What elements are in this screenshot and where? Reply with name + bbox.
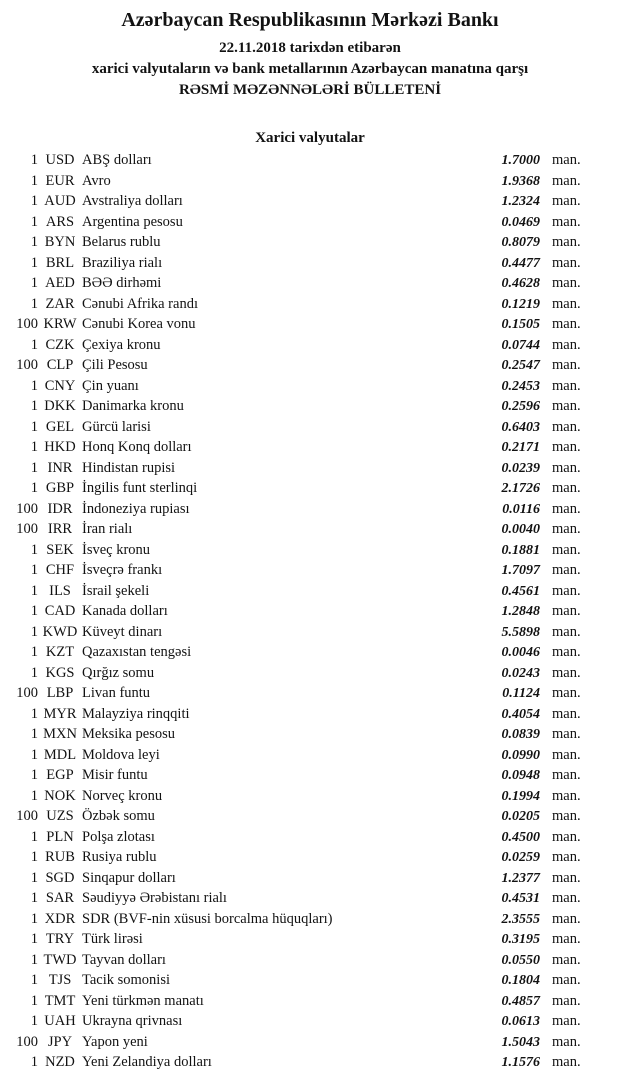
row-currency-name: Polşa zlotası — [82, 828, 155, 845]
row-unit: man. — [552, 336, 581, 353]
row-unit: man. — [552, 931, 581, 947]
row-quantity: 1 — [30, 398, 38, 414]
row-currency-name: BƏƏ dirhəmi — [82, 275, 162, 291]
table-row — [0, 1032, 600, 1053]
table-row — [0, 765, 600, 786]
table-row — [0, 724, 600, 745]
row-quantity: 1 — [30, 213, 38, 230]
row-currency-code: TRY — [45, 931, 75, 947]
row-currency-name: Kanada dolları — [82, 603, 168, 619]
table-row — [0, 540, 600, 561]
row-currency-name: Cənubi Afrika randı — [82, 295, 198, 312]
row-quantity: 1 — [30, 623, 38, 640]
row-unit: man. — [552, 357, 581, 373]
row-rate: 0.0040 — [501, 522, 540, 537]
row-currency-code: MYR — [43, 705, 77, 722]
row-currency-code: USD — [45, 152, 75, 168]
bulletin-header — [0, 8, 620, 101]
row-unit: man. — [552, 890, 581, 906]
row-quantity: 1 — [30, 849, 38, 865]
table-row — [0, 376, 600, 397]
row-unit: man. — [552, 193, 581, 209]
row-currency-code: KZT — [45, 644, 75, 660]
table-row — [0, 847, 600, 868]
row-currency-code: KWD — [42, 623, 78, 640]
row-rate: 0.0744 — [501, 337, 540, 353]
row-unit: man. — [552, 869, 581, 886]
row-currency-code: IRR — [47, 521, 73, 537]
row-currency-name: Qazaxıstan tengəsi — [82, 644, 192, 660]
row-currency-name: İsrail şekeli — [82, 582, 150, 599]
row-unit: man. — [552, 726, 581, 742]
row-unit: man. — [552, 521, 581, 537]
row-currency-code: SGD — [45, 869, 75, 886]
table-row — [0, 1011, 600, 1032]
row-rate: 0.0116 — [502, 501, 540, 517]
row-unit: man. — [552, 746, 581, 763]
row-rate: 0.4500 — [501, 829, 540, 845]
row-currency-name: Sinqapur dolları — [82, 869, 176, 886]
row-currency-name: Avstraliya dolları — [82, 193, 183, 209]
table-row — [0, 970, 600, 991]
row-rate: 0.0243 — [501, 665, 540, 681]
table-row — [0, 827, 600, 848]
row-quantity: 1 — [30, 828, 38, 845]
row-rate: 0.4531 — [501, 891, 540, 906]
row-quantity: 1 — [30, 336, 38, 353]
row-unit: man. — [552, 418, 581, 435]
row-currency-code: LBP — [46, 685, 74, 701]
row-unit: man. — [552, 480, 581, 496]
row-rate: 0.8079 — [501, 235, 540, 250]
table-row — [0, 560, 600, 581]
table-row — [0, 622, 600, 643]
row-currency-code: JPY — [47, 1033, 73, 1050]
row-rate: 0.0205 — [501, 809, 540, 824]
table-row — [0, 273, 600, 294]
table-row — [0, 417, 600, 438]
row-currency-code: NOK — [44, 787, 76, 804]
row-quantity: 1 — [30, 746, 38, 763]
row-currency-code: TMT — [44, 992, 76, 1009]
row-quantity: 1 — [30, 541, 38, 558]
row-currency-name: İsveç kronu — [82, 541, 151, 558]
table-row — [0, 355, 600, 376]
row-quantity: 100 — [16, 357, 38, 373]
table-row — [0, 704, 600, 725]
row-currency-code: IDR — [47, 500, 73, 517]
row-rate: 0.0239 — [501, 460, 540, 476]
row-currency-code: MDL — [43, 746, 77, 763]
table-row — [0, 806, 600, 827]
table-row — [0, 950, 600, 971]
row-unit: man. — [552, 787, 581, 804]
row-currency-code: SEK — [46, 541, 74, 558]
row-currency-code: DKK — [44, 398, 76, 414]
table-row — [0, 478, 600, 499]
row-rate: 2.1726 — [501, 481, 540, 496]
row-unit: man. — [552, 767, 581, 783]
row-currency-code: CZK — [45, 336, 75, 353]
row-quantity: 1 — [30, 562, 38, 578]
row-rate: 0.1804 — [501, 973, 540, 988]
row-rate: 0.1219 — [501, 296, 540, 312]
row-rate: 1.2377 — [501, 870, 540, 886]
row-quantity: 100 — [16, 685, 38, 701]
row-unit: man. — [552, 623, 581, 640]
table-row — [0, 581, 600, 602]
row-currency-code: EGP — [46, 767, 74, 783]
row-rate: 1.7097 — [501, 563, 540, 578]
table-row — [0, 150, 600, 171]
row-quantity: 1 — [30, 254, 38, 271]
row-quantity: 1 — [30, 931, 38, 947]
row-currency-code: HKD — [44, 439, 76, 455]
row-currency-name: Moldova leyi — [82, 746, 160, 763]
row-currency-code: UAH — [44, 1013, 76, 1029]
row-currency-code: KRW — [43, 316, 77, 332]
row-currency-code: TJS — [48, 972, 72, 988]
row-unit: man. — [552, 1013, 581, 1029]
row-rate: 1.7000 — [501, 153, 540, 168]
row-rate: 2.3555 — [501, 911, 540, 927]
row-currency-name: Avro — [82, 172, 111, 189]
row-quantity: 100 — [16, 1033, 38, 1050]
row-quantity: 1 — [30, 705, 38, 722]
row-currency-code: MXN — [43, 726, 77, 742]
row-quantity: 100 — [16, 316, 38, 332]
effective-date-line: 22.11.2018 tarixdən etibarən — [219, 40, 401, 56]
row-currency-name: Səudiyyə Ərəbistanı rialı — [82, 890, 227, 906]
row-unit: man. — [552, 439, 581, 455]
row-rate: 1.2848 — [501, 604, 540, 619]
row-rate: 0.1994 — [501, 788, 540, 804]
row-unit: man. — [552, 1054, 581, 1070]
row-rate: 1.1576 — [501, 1055, 540, 1070]
row-quantity: 100 — [16, 808, 38, 824]
row-unit: man. — [552, 972, 581, 988]
row-currency-code: CAD — [44, 603, 76, 619]
row-currency-name: Malayziya rinqqiti — [82, 705, 190, 722]
bulletin-title: RƏSMİ MƏZƏNNƏLƏRİ BÜLLETENİ — [178, 82, 442, 98]
row-currency-code: CNY — [44, 377, 76, 394]
row-rate: 0.2171 — [501, 440, 540, 455]
table-row — [0, 294, 600, 315]
row-quantity: 1 — [30, 480, 38, 496]
row-unit: man. — [552, 951, 581, 968]
table-row — [0, 601, 600, 622]
row-currency-name: Türk lirəsi — [82, 931, 143, 947]
row-currency-code: AUD — [44, 193, 76, 209]
table-row — [0, 232, 600, 253]
row-currency-name: Honq Konq dolları — [82, 439, 192, 455]
row-rate: 0.1881 — [501, 542, 540, 558]
row-quantity: 1 — [30, 377, 38, 394]
row-unit: man. — [552, 562, 581, 578]
row-quantity: 1 — [30, 951, 38, 968]
row-currency-name: İran rialı — [82, 521, 133, 537]
row-quantity: 1 — [30, 152, 38, 168]
row-rate: 0.2547 — [501, 358, 540, 373]
row-rate: 0.2453 — [501, 378, 540, 394]
row-currency-code: AED — [45, 275, 75, 291]
row-currency-code: CHF — [45, 562, 75, 578]
table-row — [0, 909, 600, 930]
row-currency-name: Yeni türkmən manatı — [82, 992, 204, 1009]
row-currency-code: ZAR — [45, 295, 75, 312]
row-unit: man. — [552, 377, 581, 394]
table-row — [0, 888, 600, 909]
row-currency-name: Norveç kronu — [82, 787, 163, 804]
table-row — [0, 929, 600, 950]
row-rate: 0.1124 — [502, 686, 540, 701]
row-unit: man. — [552, 582, 581, 599]
table-row — [0, 437, 600, 458]
row-rate: 0.4628 — [501, 276, 540, 291]
row-currency-name: Çexiya kronu — [82, 336, 161, 353]
row-quantity: 1 — [30, 582, 38, 599]
row-rate: 0.4857 — [501, 993, 540, 1009]
currency-rates-table — [0, 150, 600, 1073]
row-currency-name: Argentina pesosu — [82, 213, 183, 230]
row-unit: man. — [552, 459, 581, 476]
row-currency-name: İngilis funt sterlinqi — [82, 480, 198, 496]
row-rate: 0.0046 — [501, 645, 540, 660]
table-row — [0, 991, 600, 1012]
section-title-foreign-currencies: Xarici valyutalar — [255, 130, 365, 146]
row-rate: 1.9368 — [501, 173, 540, 189]
row-unit: man. — [552, 910, 581, 927]
row-quantity: 1 — [30, 234, 38, 250]
row-currency-name: Çili Pesosu — [82, 357, 148, 373]
row-quantity: 1 — [30, 295, 38, 312]
row-rate: 0.3195 — [501, 932, 540, 947]
row-unit: man. — [552, 828, 581, 845]
table-row — [0, 683, 600, 704]
row-rate: 1.2324 — [501, 194, 540, 209]
row-unit: man. — [552, 644, 581, 660]
row-unit: man. — [552, 275, 581, 291]
row-rate: 0.0550 — [501, 952, 540, 968]
row-quantity: 1 — [30, 418, 38, 435]
row-currency-code: INR — [47, 459, 73, 476]
row-currency-name: Danimarka kronu — [82, 398, 184, 414]
table-row — [0, 663, 600, 684]
table-row — [0, 396, 600, 417]
row-unit: man. — [552, 254, 581, 271]
row-currency-code: PLN — [46, 828, 74, 845]
row-rate: 0.0948 — [501, 768, 540, 783]
row-currency-name: ABŞ dolları — [82, 152, 152, 168]
row-quantity: 100 — [16, 521, 38, 537]
row-unit: man. — [552, 603, 581, 619]
table-row — [0, 868, 600, 889]
row-currency-code: NZD — [45, 1054, 75, 1070]
row-rate: 0.0839 — [501, 727, 540, 742]
row-rate: 0.0259 — [501, 850, 540, 865]
row-currency-name: Özbək somu — [82, 808, 155, 824]
row-unit: man. — [552, 295, 581, 312]
row-quantity: 1 — [30, 890, 38, 906]
row-rate: 0.1505 — [501, 317, 540, 332]
row-currency-name: SDR (BVF-nin xüsusi borcalma hüquqları) — [82, 910, 333, 927]
row-quantity: 1 — [30, 603, 38, 619]
row-unit: man. — [552, 152, 581, 168]
row-currency-name: Qırğız somu — [82, 664, 155, 681]
table-row — [0, 786, 600, 807]
row-rate: 0.0469 — [501, 214, 540, 230]
row-rate: 5.5898 — [501, 624, 540, 640]
row-quantity: 1 — [30, 664, 38, 681]
row-unit: man. — [552, 992, 581, 1009]
row-currency-code: CLP — [46, 357, 74, 373]
table-row — [0, 314, 600, 335]
row-currency-name: Rusiya rublu — [82, 849, 157, 865]
row-currency-code: BRL — [45, 254, 75, 271]
row-currency-name: Belarus rublu — [82, 234, 161, 250]
row-rate: 0.4561 — [501, 583, 540, 599]
row-unit: man. — [552, 808, 581, 824]
row-currency-name: Yapon yeni — [82, 1033, 148, 1050]
row-quantity: 1 — [30, 767, 38, 783]
row-currency-name: Hindistan rupisi — [82, 459, 176, 476]
description-line: xarici valyutaların və bank metallarının Azərbaycan manatına qarşı — [91, 61, 529, 77]
row-currency-name: Küveyt dinarı — [82, 623, 163, 640]
row-unit: man. — [552, 1033, 581, 1050]
row-unit: man. — [552, 500, 581, 517]
table-row — [0, 335, 600, 356]
row-unit: man. — [552, 234, 581, 250]
row-rate: 0.0613 — [501, 1014, 540, 1029]
row-currency-name: Tacik somonisi — [82, 972, 170, 988]
row-quantity: 1 — [30, 726, 38, 742]
row-currency-name: İsveçrə frankı — [82, 562, 163, 578]
row-currency-name: Livan funtu — [82, 685, 151, 701]
row-currency-name: Yeni Zelandiya dolları — [82, 1054, 212, 1070]
row-currency-code: SAR — [45, 890, 75, 906]
row-currency-name: Gürcü larisi — [82, 418, 151, 435]
row-unit: man. — [552, 705, 581, 722]
row-unit: man. — [552, 541, 581, 558]
row-currency-name: İndoneziya rupiası — [82, 500, 190, 517]
row-currency-code: RUB — [45, 849, 75, 865]
row-currency-code: XDR — [44, 910, 76, 927]
row-rate: 0.6403 — [501, 419, 540, 435]
row-quantity: 1 — [30, 439, 38, 455]
row-currency-code: TWD — [43, 951, 77, 968]
row-currency-name: Meksika pesosu — [82, 726, 176, 742]
row-currency-code: UZS — [46, 808, 74, 824]
row-currency-code: ARS — [45, 213, 75, 230]
table-row — [0, 1052, 600, 1073]
row-currency-name: Ukrayna qrivnası — [82, 1013, 183, 1029]
row-quantity: 1 — [30, 972, 38, 988]
row-currency-name: Çin yuanı — [82, 377, 139, 394]
table-row — [0, 519, 600, 540]
table-row — [0, 499, 600, 520]
row-unit: man. — [552, 849, 581, 865]
table-row — [0, 191, 600, 212]
row-quantity: 1 — [30, 644, 38, 660]
bank-name-title: Azərbaycan Respublikasının Mərkəzi Bankı — [121, 9, 499, 31]
row-quantity: 1 — [30, 275, 38, 291]
row-unit: man. — [552, 213, 581, 230]
row-currency-code: KGS — [45, 664, 75, 681]
row-currency-name: Misir funtu — [82, 767, 148, 783]
table-row — [0, 458, 600, 479]
row-rate: 0.0990 — [501, 747, 540, 763]
row-quantity: 100 — [16, 500, 38, 517]
row-quantity: 1 — [30, 869, 38, 886]
row-currency-code: EUR — [45, 172, 75, 189]
row-currency-name: Cənubi Korea vonu — [82, 316, 196, 332]
row-quantity: 1 — [30, 787, 38, 804]
row-currency-code: BYN — [44, 234, 76, 250]
table-row — [0, 171, 600, 192]
table-row — [0, 212, 600, 233]
row-currency-code: ILS — [49, 582, 71, 599]
row-currency-code: GBP — [45, 480, 75, 496]
table-row — [0, 642, 600, 663]
row-currency-name: Braziliya rialı — [82, 254, 163, 271]
row-quantity: 1 — [30, 1054, 38, 1070]
row-rate: 0.4054 — [501, 706, 540, 722]
row-quantity: 1 — [30, 172, 38, 189]
row-quantity: 1 — [30, 459, 38, 476]
row-unit: man. — [552, 316, 581, 332]
row-currency-code: GEL — [45, 418, 75, 435]
row-quantity: 1 — [30, 910, 38, 927]
row-unit: man. — [552, 398, 581, 414]
row-quantity: 1 — [30, 992, 38, 1009]
row-rate: 0.2596 — [501, 399, 540, 414]
table-row — [0, 253, 600, 274]
row-unit: man. — [552, 664, 581, 681]
table-row — [0, 745, 600, 766]
row-rate: 1.5043 — [501, 1034, 540, 1050]
row-unit: man. — [552, 172, 581, 189]
row-rate: 0.4477 — [501, 255, 540, 271]
row-quantity: 1 — [30, 193, 38, 209]
row-currency-name: Tayvan dolları — [82, 951, 166, 968]
row-quantity: 1 — [30, 1013, 38, 1029]
row-unit: man. — [552, 685, 581, 701]
